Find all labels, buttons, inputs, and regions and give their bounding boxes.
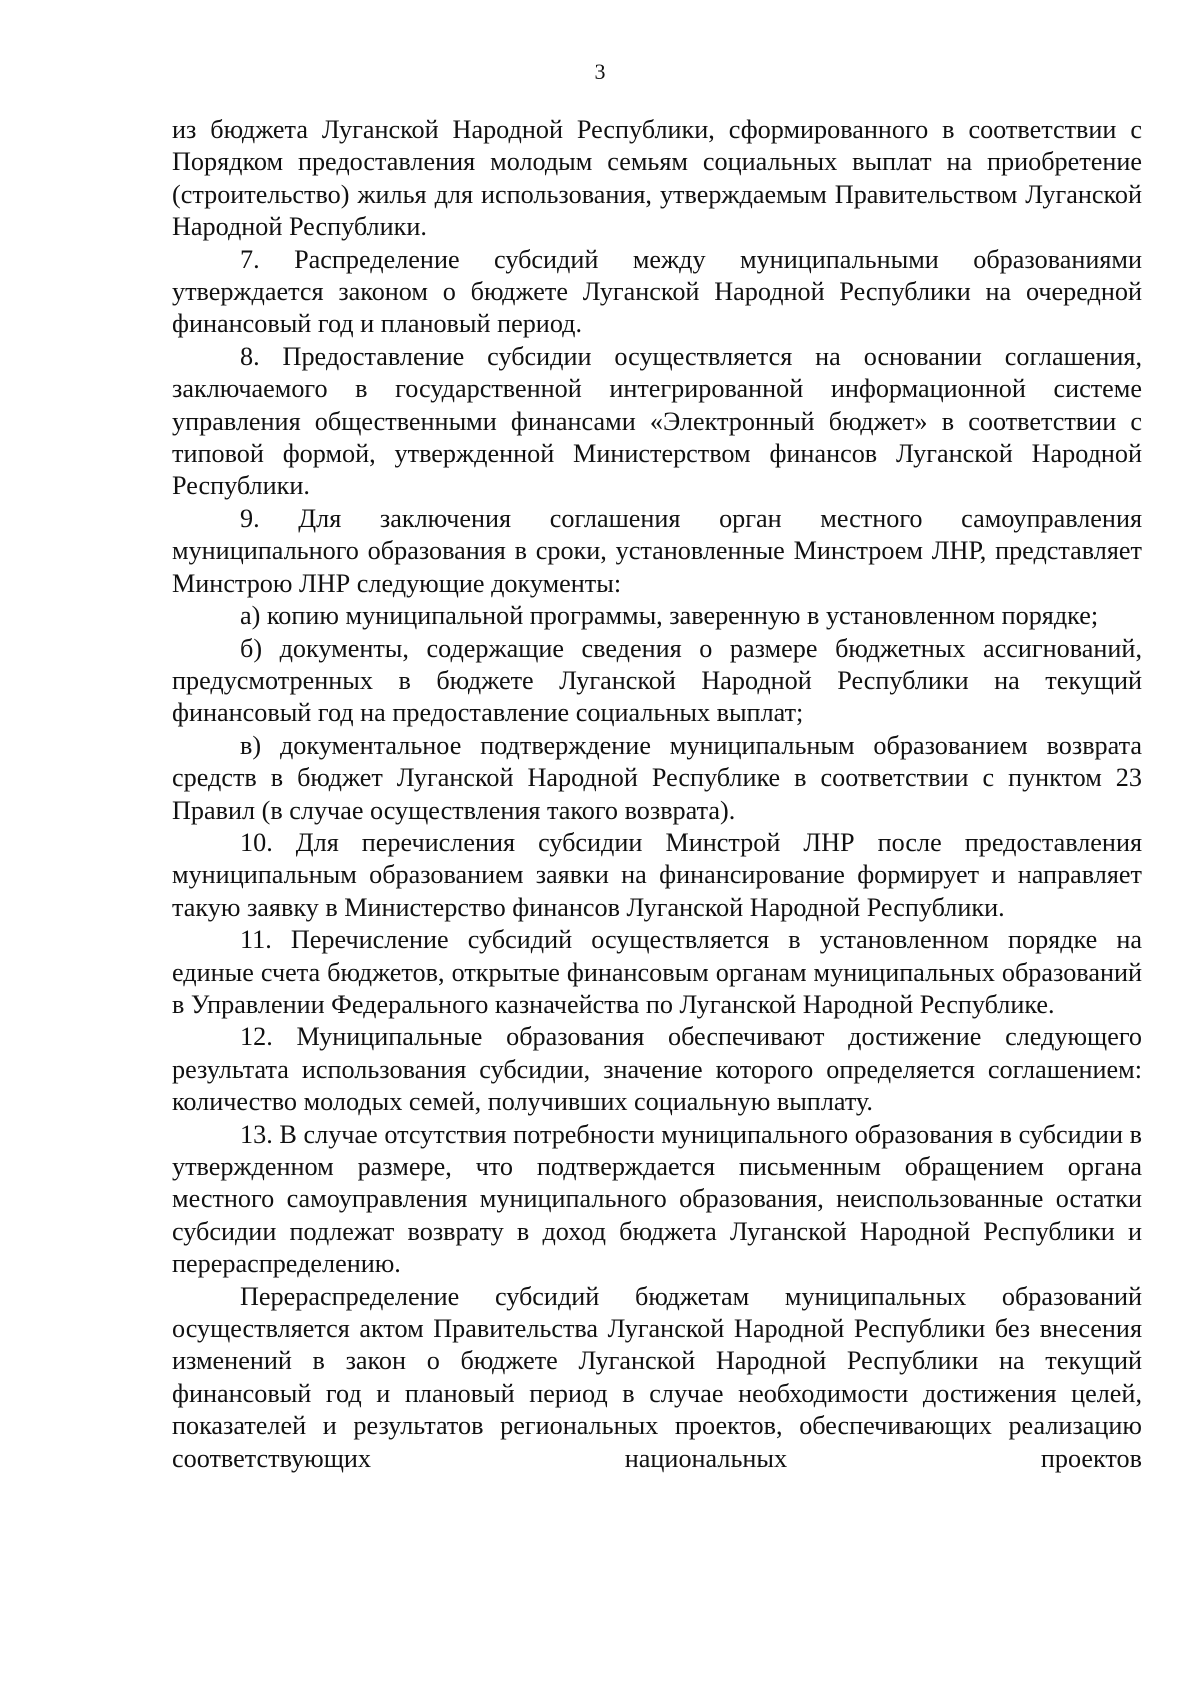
page-number: 3 bbox=[594, 59, 606, 84]
paragraph-item-8: 8. Предоставление субсидии осуществляется на основании соглашения, заключаемого в государственной интегрированной информационной системе управления общественными финансами «Электронный бюджет» в соответствии с типовой формой, утвержденной Министерством финансов Луганской Народной Республики. bbox=[172, 341, 1142, 501]
paragraph-continuation: из бюджета Луганской Народной Республики, сформированного в соответствии с Порядком предоставления молодым семьям социальных выплат на приобретение (строительство) жилья для использования, утверждаемым Правительством Луганской Народной Республики. bbox=[172, 115, 1142, 242]
paragraph-item-10: 10. Для перечисления субсидии Минстрой ЛНР после предоставления муниципальным образованием заявки на финансирование формирует и направляет такую заявку в Министерство финансов Луганской Народной Республики. bbox=[172, 827, 1142, 922]
paragraph-item-9: 9. Для заключения соглашения орган местного самоуправления муниципального образования в сроки, установленные Минстроем ЛНР, представляет Минстрою ЛНР следующие документы: bbox=[172, 503, 1142, 598]
paragraph-item-11: 11. Перечисление субсидий осуществляется в установленном порядке на единые счета бюджетов, открытые финансовым органам муниципальных образований в Управлении Федерального казначейства по Луганской Народной Республике. bbox=[172, 925, 1142, 1019]
subitem-a: а) копию муниципальной программы, заверенную в установленном порядке; bbox=[240, 601, 1099, 631]
paragraph-item-12: 12. Муниципальные образования обеспечивают достижение следующего результата использования субсидии, значение которого определяется соглашением: количество молодых семей, получивших социальную выплату. bbox=[172, 1022, 1142, 1117]
subitem-b: б) документы, содержащие сведения о размере бюджетных ассигнований, предусмотренных в бюджете Луганской Народной Республики на текущий финансовый год на предоставление социальных выплат; bbox=[172, 633, 1142, 728]
paragraph-redistribution: Перераспределение субсидий бюджетам муниципальных образований осуществляется актом Правительства Луганской Народной Республики без внесения изменений в закон о бюджете Луганской Народной Республики на текущий финансовый год и плановый период в случае необходимости достижения целей, показателей и результатов региональных проектов, обеспечивающих реализацию соответствующих национальных проектов bbox=[172, 1281, 1142, 1473]
subitem-v: в) документальное подтверждение муниципальным образованием возврата средств в бюджет Луганской Народной Республике в соответствии с пунктом 23 Правил (в случае осуществления такого возврата). bbox=[172, 730, 1142, 825]
paragraph-item-13: 13. В случае отсутствия потребности муниципального образования в субсидии в утвержденном размере, что подтверждается письменным обращением органа местного самоуправления муниципального образования, неиспользованные остатки субсидии подлежат возврату в доход бюджета Луганской Народной Республики и перераспределению. bbox=[172, 1119, 1142, 1279]
document-body bbox=[172, 114, 1142, 1475]
paragraph-item-7: 7. Распределение субсидий между муниципальными образованиями утверждается законом о бюджете Луганской Народной Республики на очередной финансовый год и плановый период. bbox=[172, 244, 1142, 339]
